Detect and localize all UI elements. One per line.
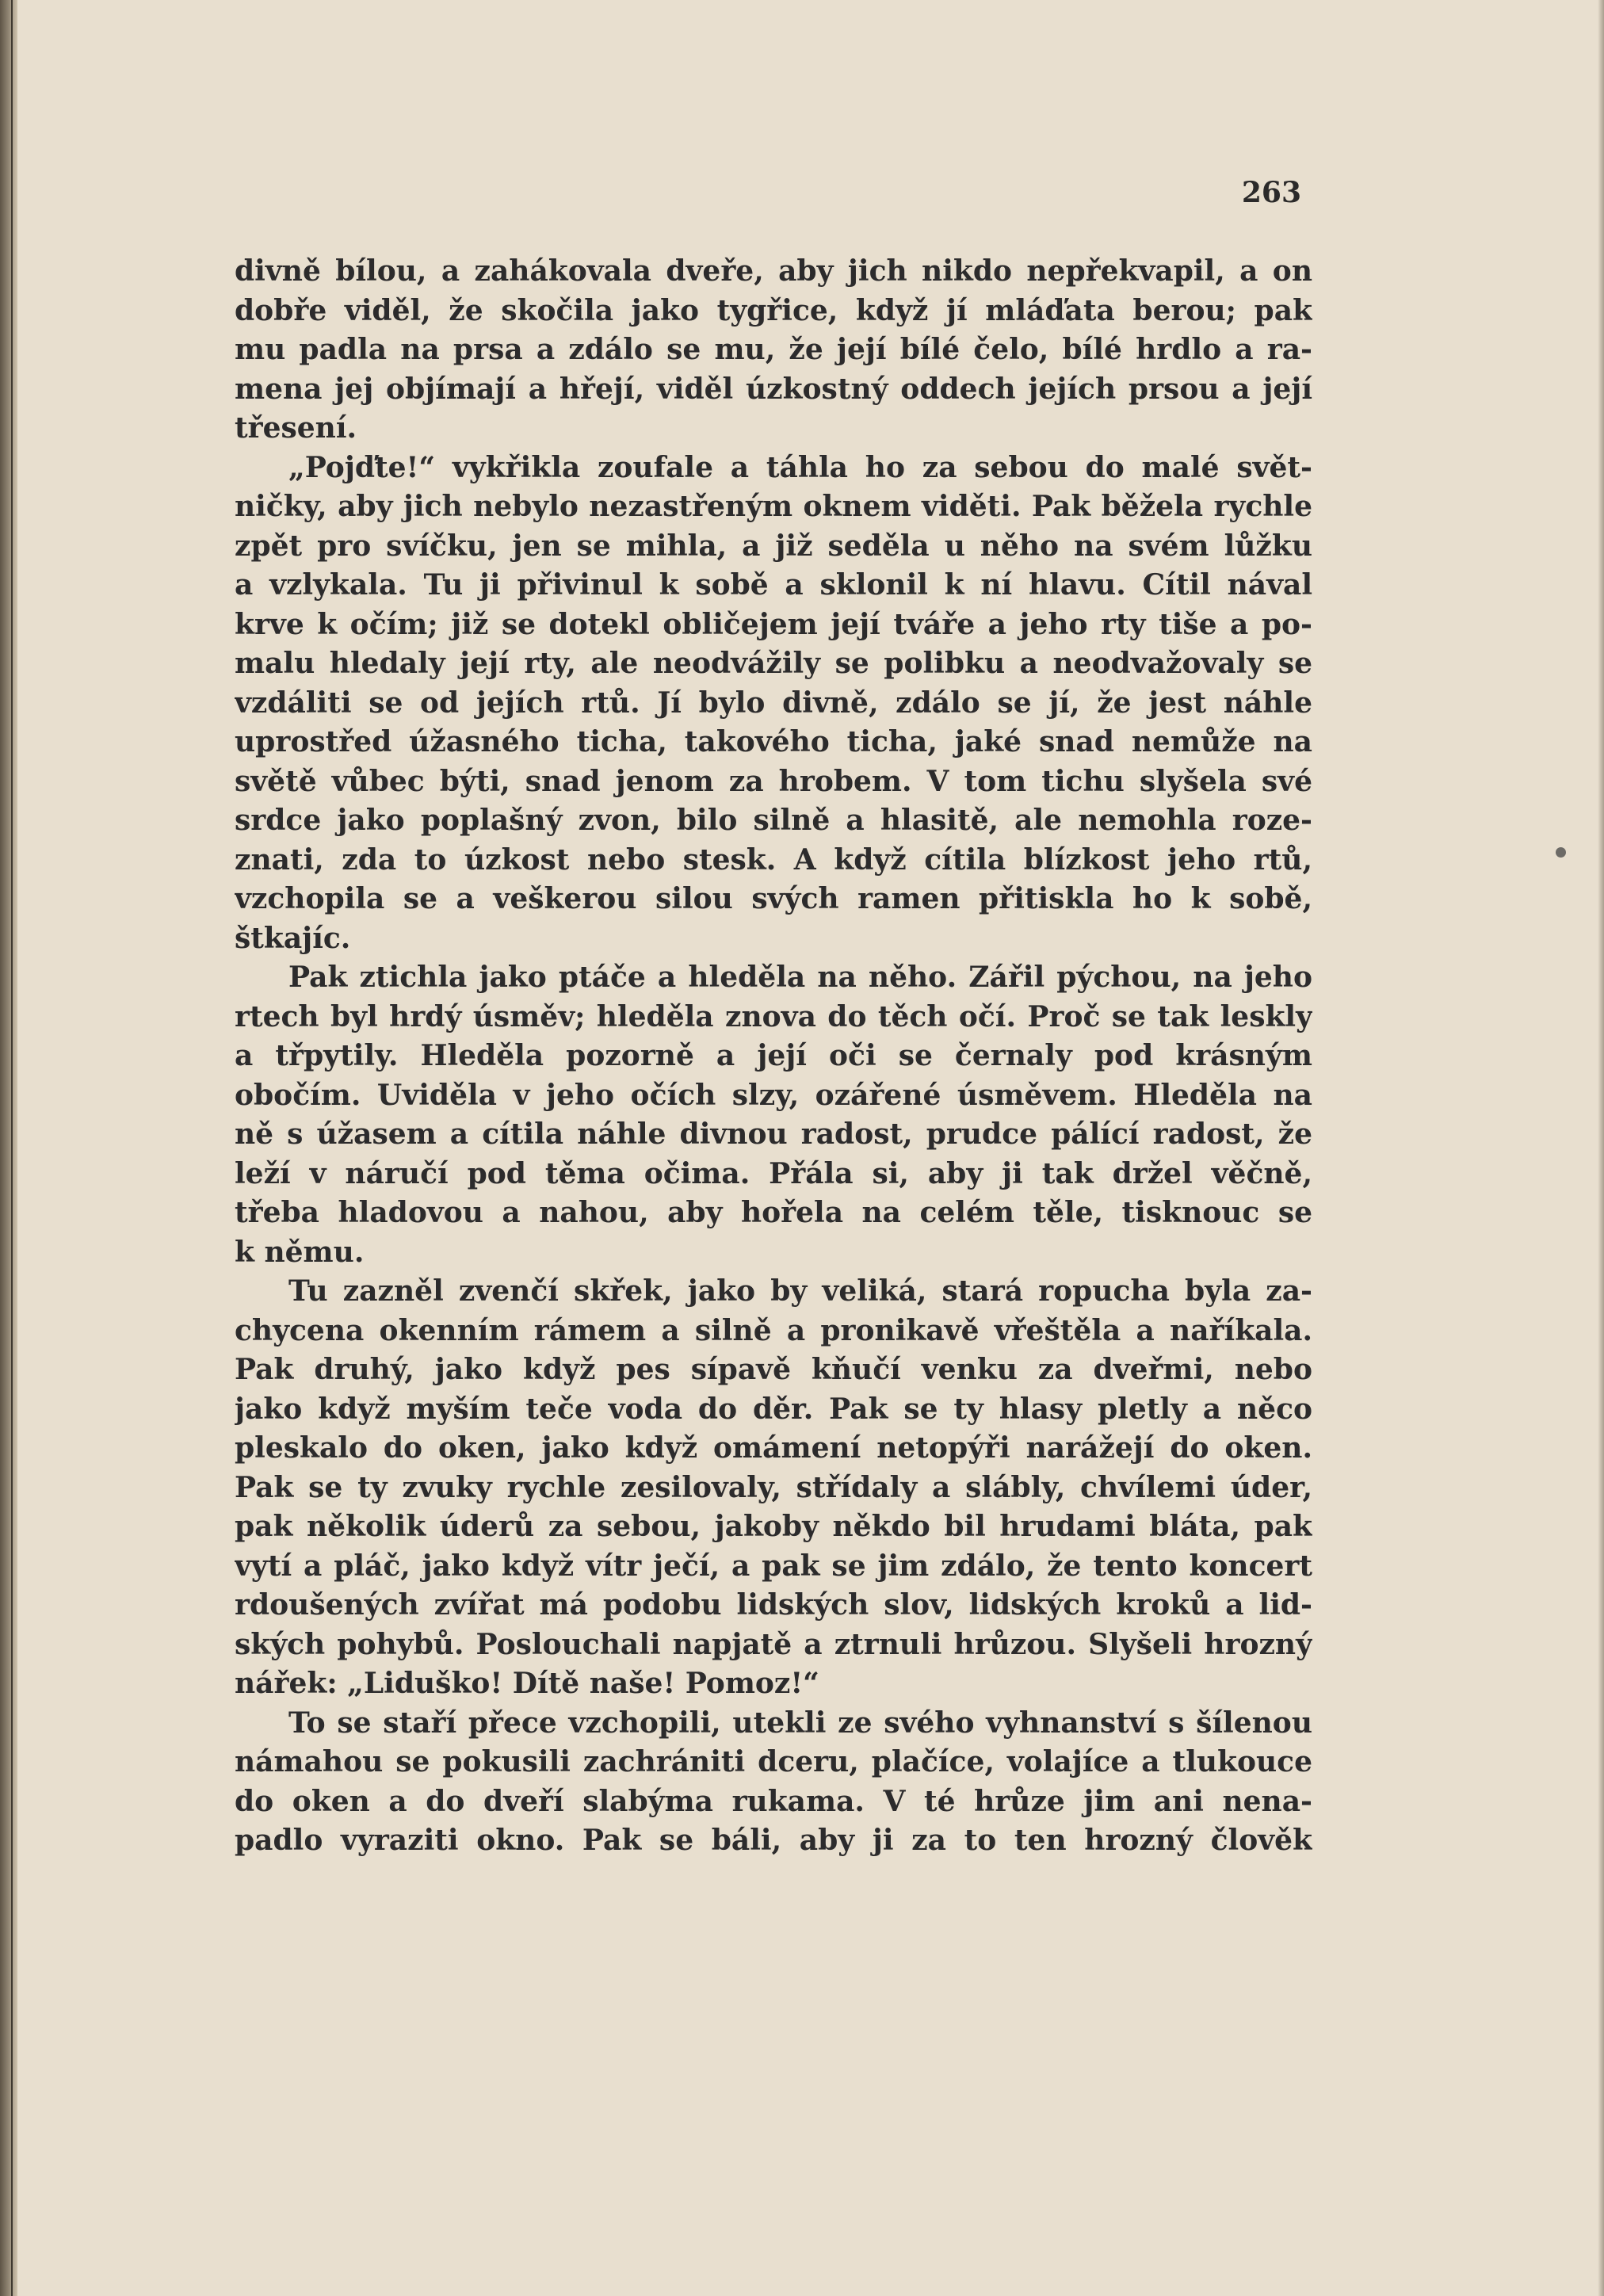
paragraph-first-line: To se staří přece vzchopili, utekli ze svého vyhnanství s šílenou xyxy=(288,1706,1312,1740)
text-line: ně s úžasem a cítila náhle divnou radost, prudce pálící radost, že xyxy=(235,1117,1312,1151)
text-line: malu hledaly její rty, ale neodvážily se polibku a neodvažovaly se xyxy=(235,647,1312,680)
page-number: 263 xyxy=(1241,176,1301,209)
body-text xyxy=(235,252,1312,1861)
text-line: Pak druhý, jako když pes sípavě kňučí venku za dveřmi, nebo xyxy=(235,1353,1312,1386)
text-line: mena jej objímají a hřejí, viděl úzkostný oddech jejích prsou a její xyxy=(235,372,1312,406)
text-line: pleskalo do oken, jako když omámení netopýři narážejí do oken. xyxy=(235,1431,1312,1465)
text-line: Pak se ty zvuky rychle zesilovaly, střídaly a slábly, chvílemi úder, xyxy=(235,1470,1312,1504)
text-line: k němu. xyxy=(235,1235,365,1269)
text-line: nářek: „Liduško! Dítě naše! Pomoz!“ xyxy=(235,1667,819,1700)
text-line: jako když myším teče voda do děr. Pak se ty hlasy pletly a něco xyxy=(235,1392,1312,1426)
text-line: a vzlykala. Tu ji přivinul k sobě a sklonil k ní hlavu. Cítil nával xyxy=(235,568,1312,602)
text-line: pak několik úderů za sebou, jakoby někdo bil hrudami bláta, pak xyxy=(235,1510,1312,1543)
text-line: leží v náručí pod těma očima. Přála si, aby ji tak držel věčně, xyxy=(235,1156,1312,1190)
text-line: světě vůbec býti, snad jenom za hrobem. V tom tichu slyšela své xyxy=(235,764,1312,798)
text-line: vytí a pláč, jako když vítr ječí, a pak se jim zdálo, že tento koncert xyxy=(235,1549,1312,1583)
text-line: rtech byl hrdý úsměv; hleděla znova do těch očí. Proč se tak leskly xyxy=(235,999,1312,1033)
text-line: obočím. Uviděla v jeho očích slzy, ozářené úsměvem. Hleděla na xyxy=(235,1078,1312,1112)
text-line: rdoušených zvířat má podobu lidských slov, lidských kroků a lid- xyxy=(235,1588,1312,1622)
text-line: třesení. xyxy=(235,411,357,445)
text-line: a třpytily. Hleděla pozorně a její oči se černaly pod krásným xyxy=(235,1039,1312,1072)
margin-mark xyxy=(1556,847,1566,858)
text-line: ských pohybů. Poslouchali napjatě a ztrnuli hrůzou. Slyšeli hrozný xyxy=(235,1627,1312,1661)
text-line: divně bílou, a zahákovala dveře, aby jich nikdo nepřekvapil, a on xyxy=(235,254,1312,288)
book-spine-shadow xyxy=(0,0,17,2296)
text-line: do oken a do dveří slabýma rukama. V té hrůze jim ani nena- xyxy=(235,1784,1312,1818)
text-line: srdce jako poplašný zvon, bilo silně a hlasitě, ale nemohla roze- xyxy=(235,804,1312,837)
paragraph-first-line: Pak ztichla jako ptáče a hleděla na něho. Zářil pýchou, na jeho xyxy=(288,961,1312,994)
text-line: uprostřed úžasného ticha, takového ticha, jaké snad nemůže na xyxy=(235,725,1312,758)
paragraph-first-line: Tu zazněl zvenčí skřek, jako by veliká, stará ropucha byla za- xyxy=(288,1274,1312,1308)
text-line: padlo vyraziti okno. Pak se báli, aby ji za to ten hrozný člověk xyxy=(235,1824,1312,1857)
text-line: dobře viděl, že skočila jako tygřice, když jí mláďata berou; pak xyxy=(235,293,1312,327)
text-line: vzchopila se a veškerou silou svých ramen přitiskla ho k sobě, xyxy=(235,882,1312,915)
text-line: znati, zda to úzkost nebo stesk. A když cítila blízkost jeho rtů, xyxy=(235,842,1312,877)
text-line: ničky, aby jich nebylo nezastřeným oknem viděti. Pak běžela rychle xyxy=(235,490,1312,523)
text-line: chycena okenním rámem a silně a pronikavě vřeštěla a naříkala. xyxy=(235,1313,1312,1347)
text-line: zpět pro svíčku, jen se mihla, a již seděla u něho na svém lůžku xyxy=(235,529,1312,563)
book-spine-edge xyxy=(11,0,13,2296)
text-line: krve k očím; již se dotekl obličejem její tváře a jeho rty tiše a po- xyxy=(235,607,1312,641)
text-line: mu padla na prsa a zdálo se mu, že její bílé čelo, bílé hrdlo a ra- xyxy=(235,333,1312,366)
text-line: vzdáliti se od jejích rtů. Jí bylo divně, zdálo se jí, že jest náhle xyxy=(235,686,1312,720)
page-right-edge xyxy=(1598,0,1604,2296)
text-line: námahou se pokusili zachrániti dceru, plačíce, volajíce a tlukouce xyxy=(235,1745,1312,1778)
text-line: třeba hladovou a nahou, aby hořela na celém těle, tisknouc se xyxy=(235,1196,1312,1229)
text-line: štkajíc. xyxy=(235,921,351,955)
paragraph-first-line: „Pojďte!“ vykřikla zoufale a táhla ho za sebou do malé svět- xyxy=(288,450,1312,484)
